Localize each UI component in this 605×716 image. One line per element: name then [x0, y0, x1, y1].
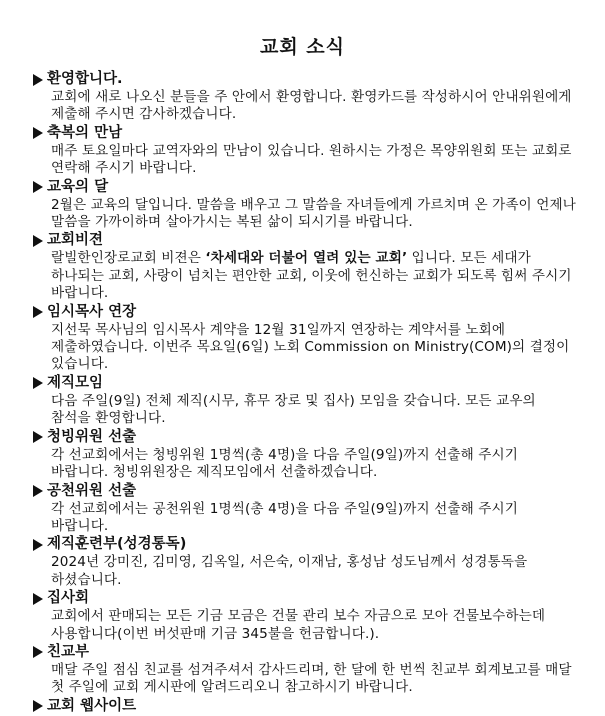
section-heading: [33, 428, 578, 447]
section-heading: [33, 697, 578, 716]
section-title: 제직훈련부(성경통독): [47, 536, 187, 553]
news-item-interim-pastor: [33, 303, 578, 374]
triangle-bullet-icon: [33, 485, 43, 497]
section-title: 교회 웹사이트: [47, 697, 137, 714]
triangle-bullet-icon: [33, 700, 43, 712]
section-body: 교회에 새로 나오신 분들을 주 안에서 환영합니다. 환영카드를 작성하시어 안내위원에게 제출해 주시면 감사하겠습니다.: [51, 89, 572, 123]
news-list: [33, 70, 578, 716]
section-body: 교회에서 판매되는 모든 기금 모금은 건물 관리 보수 자금으로 모아 건물보수하는데 사용합니다(이번 버섯판매 기금 345불을 헌금합니다.).: [51, 608, 546, 642]
news-item-officers-meeting: [33, 374, 578, 428]
section-title: 교회비젼: [47, 232, 104, 249]
section-heading: [33, 178, 578, 197]
news-item-website: [33, 697, 578, 716]
section-title: 축복의 만남: [47, 124, 123, 141]
page-title: 교회 소식: [259, 36, 346, 58]
section-heading: [33, 124, 578, 143]
section-body: 2024년 강미진, 김미영, 김옥일, 서은숙, 이재남, 홍성남 성도님께서 성경통독을 하셨습니다.: [51, 554, 528, 588]
triangle-bullet-icon: [33, 181, 43, 193]
vision-statement: ‘차세대와 더불어 열려 있는 교회’: [205, 250, 408, 267]
triangle-bullet-icon: [33, 235, 43, 247]
section-heading: [33, 231, 578, 250]
triangle-bullet-icon: [33, 306, 43, 318]
section-body: 매주 토요일마다 교역자와의 만남이 있습니다. 원하시는 가정은 목양위원회 또는 교회로 연락해 주시기 바랍니다.: [51, 142, 572, 177]
section-title: 교육의 달: [47, 178, 109, 195]
news-item-nominating-committee: [33, 482, 578, 536]
triangle-bullet-icon: [33, 539, 43, 551]
section-body: 매달 주일 점심 친교를 섬겨주셔서 감사드리며, 한 달에 한 번씩 친교부 회계보고를 매달 첫 주일에 교회 게시판에 알려드리오니 참고하시기 바랍니다.: [51, 661, 572, 696]
news-item-blessed-meeting: [33, 124, 578, 178]
triangle-bullet-icon: [33, 593, 43, 605]
section-heading: [33, 70, 578, 89]
triangle-bullet-icon: [33, 431, 43, 443]
section-heading: [33, 482, 578, 501]
section-title: 집사회: [47, 590, 90, 607]
section-body: 다음 주일(9일) 전체 제직(시무, 휴무 장로 및 집사) 모임을 갖습니다. 모든 교우의 참석을 환영합니다.: [51, 392, 536, 427]
vision-text-after: 입니다. 모든 세대가 하나되는 교회, 사랑이 넘치는 편안한 교회, 이웃에 헌신하는 교회가 되도록 힘써 주시기 바랍니다.: [51, 250, 572, 302]
section-body: 지선묵 목사님의 임시목사 계약을 12월 31일까지 연장하는 계약서를 노회에 제출하였습니다. 이번주 목요일(6일) 노회 Commission on Ministry(COM)의 결정이 있습니다.: [51, 321, 570, 373]
triangle-bullet-icon: [33, 646, 43, 658]
news-item-bible-reading: [33, 535, 578, 589]
news-item-welcome: [33, 70, 578, 124]
news-item-education-month: [33, 178, 578, 232]
section-title: 환영합니다.: [47, 71, 123, 87]
news-item-deacons: [33, 589, 578, 643]
news-item-church-vision: [33, 231, 578, 302]
section-title: 제직모임: [47, 374, 104, 391]
vision-text-before: 랄빌한인장로교회 비젼은: [51, 250, 206, 267]
section-heading: [33, 643, 578, 662]
section-body: 각 선교회에서는 공천위원 1명씩(총 4명)을 다음 주일(9일)까지 선출해 주시기 바랍니다.: [51, 500, 518, 534]
news-item-fellowship: [33, 643, 578, 697]
section-title: 공천위원 선출: [47, 482, 137, 499]
section-title: 친교부: [47, 643, 90, 660]
section-heading: [33, 535, 578, 554]
section-body: 2월은 교육의 달입니다. 말씀을 배우고 그 말씀을 자녀들에게 가르치며 온 가족이 언제나 말씀을 가까이하며 살아가시는 복된 삶이 되시기를 바랍니다.: [51, 196, 576, 231]
section-title: 청빙위원 선출: [47, 428, 137, 445]
section-heading: [33, 374, 578, 393]
section-body: 각 선교회에서는 청빙위원 1명씩(총 4명)을 다음 주일(9일)까지 선출해 주시기 바랍니다. 청빙위원장은 제직모임에서 선출하겠습니다.: [51, 446, 518, 481]
triangle-bullet-icon: [33, 377, 43, 389]
section-body: [51, 250, 578, 302]
section-heading: [33, 589, 578, 608]
news-item-search-committee: [33, 428, 578, 482]
triangle-bullet-icon: [33, 127, 43, 139]
triangle-bullet-icon: [33, 74, 43, 86]
section-heading: [33, 303, 578, 322]
section-title: 임시목사 연장: [47, 303, 137, 320]
